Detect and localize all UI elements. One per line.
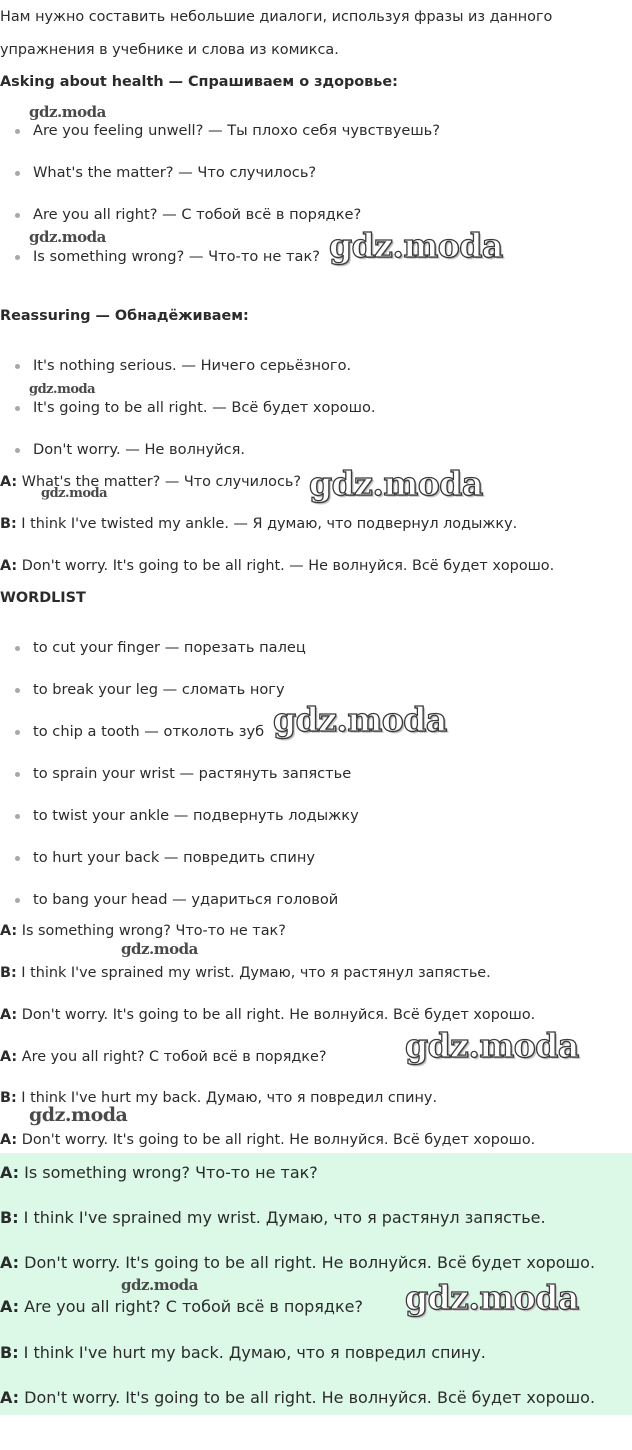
watermark: gdz.moda [273, 700, 447, 739]
speaker-label: A: [0, 1049, 18, 1065]
bullet-icon [15, 856, 20, 861]
dialog-line [0, 556, 554, 576]
speaker-label: A: [0, 1253, 20, 1272]
bullet-icon [15, 129, 20, 134]
bullet-icon [15, 646, 20, 651]
bullet-icon [15, 255, 20, 260]
dialog-text: I think I've sprained my wrist. Думаю, что я растянул запястье. [16, 965, 491, 981]
dialog-line [0, 1005, 535, 1025]
dialog-line [0, 921, 286, 941]
wordlist-heading: WORDLIST [0, 590, 86, 606]
dialog-line [0, 1162, 318, 1184]
list-item: to break your leg — сломать ногу [33, 681, 285, 698]
speaker-label: A: [0, 1388, 20, 1407]
bullet-icon [15, 772, 20, 777]
watermark: gdz.moda [29, 382, 96, 397]
watermark: gdz.moda [29, 228, 106, 246]
asking-heading: Asking about health — Спрашиваем о здоровье: [0, 74, 398, 90]
dialog-text: I think I've twisted my ankle. — Я думаю, что подвернул лодыжку. [16, 516, 518, 532]
bullet-icon [15, 688, 20, 693]
watermark: gdz.moda [405, 1278, 579, 1317]
bullet-icon [15, 171, 20, 176]
speaker-label: A: [0, 1297, 20, 1316]
dialog-text: I think I've hurt my back. Думаю, что я повредил спину. [16, 1090, 438, 1106]
speaker-label: B: [0, 1343, 19, 1362]
bullet-icon [15, 364, 20, 369]
bullet-icon [15, 898, 20, 903]
dialog-line [0, 1252, 595, 1274]
watermark: gdz.moda [405, 1026, 579, 1065]
watermark: gdz.moda [41, 486, 108, 501]
list-item: Are you all right? — С тобой всё в порядке? [33, 206, 362, 223]
list-item: to bang your head — удариться головой [33, 891, 339, 908]
bullet-icon [15, 406, 20, 411]
bullet-icon [15, 730, 20, 735]
speaker-label: A: [0, 558, 18, 574]
dialog-text: Don't worry. It's going to be all right. Не волнуйся. Всё будет хорошо. [19, 1388, 596, 1407]
dialog-text: I think I've hurt my back. Думаю, что я повредил спину. [18, 1343, 486, 1362]
watermark: gdz.moda [309, 464, 483, 503]
dialog-text: Don't worry. It's going to be all right. Не волнуйся. Всё будет хорошо. [17, 1132, 536, 1148]
bullet-icon [15, 448, 20, 453]
dialog-text: Are you all right? С тобой всё в порядке? [19, 1297, 363, 1316]
list-item: What's the matter? — Что случилось? [33, 164, 317, 181]
watermark: gdz.moda [29, 1104, 128, 1126]
bullet-icon [15, 814, 20, 819]
list-item: It's nothing serious. — Ничего серьёзного. [33, 357, 352, 374]
list-item: to twist your ankle — подвернуть лодыжку [33, 807, 359, 824]
dialog-text: I think I've sprained my wrist. Думаю, что я растянул запястье. [18, 1208, 546, 1227]
watermark: gdz.moda [29, 103, 106, 121]
watermark: gdz.moda [121, 940, 198, 958]
dialog-line [0, 1296, 363, 1318]
list-item: to sprain your wrist — растянуть запястье [33, 765, 352, 782]
reassuring-heading: Reassuring — Обнадёживаем: [0, 308, 249, 324]
speaker-label: B: [0, 516, 17, 532]
speaker-label: B: [0, 965, 17, 981]
speaker-label: A: [0, 923, 18, 939]
bullet-icon [15, 213, 20, 218]
dialog-text: Don't worry. It's going to be all right. Не волнуйся. Всё будет хорошо. [19, 1253, 596, 1272]
speaker-label: B: [0, 1208, 19, 1227]
dialog-line [0, 1387, 595, 1409]
dialog-text: Don't worry. It's going to be all right. — Не волнуйся. Всё будет хорошо. [17, 558, 555, 574]
list-item: to hurt your back — повредить спину [33, 849, 316, 866]
list-item: to chip a tooth — отколоть зуб [33, 723, 265, 740]
dialog-text: Don't worry. It's going to be all right. Не волнуйся. Всё будет хорошо. [17, 1007, 536, 1023]
dialog-line [0, 514, 517, 534]
intro-line-1: Нам нужно составить небольшие диалоги, используя фразы из данного [0, 9, 553, 25]
speaker-label: B: [0, 1090, 17, 1106]
list-item: Is something wrong? — Что-то не так? [33, 248, 321, 265]
list-item: Are you feeling unwell? — Ты плохо себя чувствуешь? [33, 122, 441, 139]
watermark: gdz.moda [329, 226, 503, 265]
dialog-line [0, 963, 491, 983]
dialog-line [0, 1207, 546, 1229]
speaker-label: A: [0, 1163, 20, 1182]
dialog-line [0, 1047, 326, 1067]
speaker-label: A: [0, 474, 18, 490]
dialog-line [0, 1342, 486, 1364]
speaker-label: A: [0, 1007, 18, 1023]
dialog-text: Are you all right? С тобой всё в порядке? [17, 1049, 327, 1065]
list-item: Don't worry. — Не волнуйся. [33, 441, 246, 458]
list-item: to cut your finger — порезать палец [33, 639, 306, 656]
list-item: It's going to be all right. — Всё будет хорошо. [33, 399, 376, 416]
intro-line-2: упражнения в учебнике и слова из комикса. [0, 42, 339, 58]
dialog-text: What's the matter? — Что случилось? [17, 474, 301, 490]
speaker-label: A: [0, 1132, 18, 1148]
dialog-text: Is something wrong? Что-то не так? [19, 1163, 318, 1182]
dialog-line [0, 1130, 535, 1150]
dialog-text: Is something wrong? Что-то не так? [17, 923, 286, 939]
watermark: gdz.moda [121, 1276, 198, 1294]
